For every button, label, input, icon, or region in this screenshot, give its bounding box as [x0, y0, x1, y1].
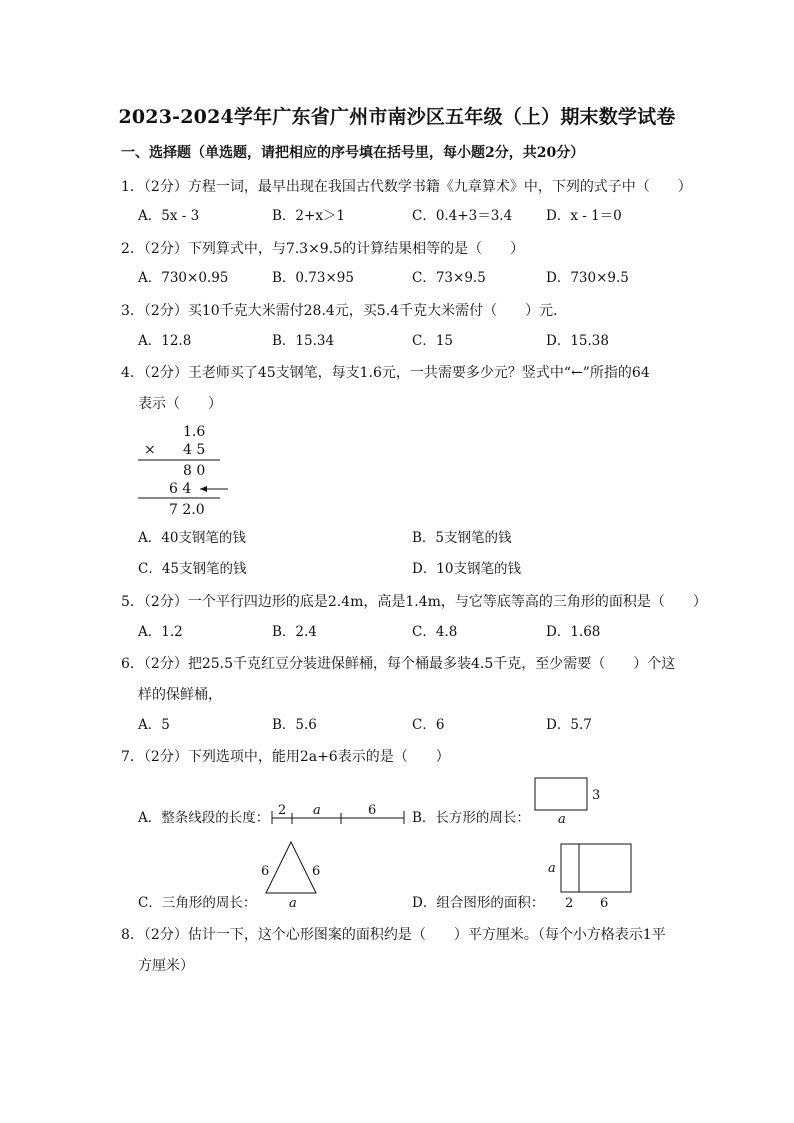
q1-option-d: D．x - 1＝0	[546, 208, 622, 224]
triangle-left-label: 6	[261, 864, 270, 879]
q4-option-a: A．40支钢笔的钱	[138, 530, 246, 546]
q7-segment-figure	[270, 800, 408, 826]
q7-rectangle-figure	[532, 775, 604, 827]
q2-option-d: D．730×9.5	[546, 270, 629, 286]
q5-option-a: A．1.2	[138, 624, 183, 640]
q4-option-b: B．5支钢笔的钱	[412, 530, 512, 546]
question-5-stem: 5．（2分）一个平行四边形的底是2.4m，高是1.4m，与它等底等高的三角形的面积是（ ）	[121, 594, 707, 610]
question-6-stem-cont: 样的保鲜桶，	[138, 687, 222, 703]
section-heading: 一、选择题（单选题，请把相应的序号填在括号里，每小题2分，共20分）	[121, 145, 585, 161]
combined-width-2-label: 6	[600, 896, 609, 911]
question-3-stem: 3．（2分）买10千克大米需付28.4元，买5.4千克大米需付（ ）元．	[121, 303, 568, 319]
q7-option-a: A．整条线段的长度：	[138, 810, 270, 826]
q7-option-b: B．长方形的周长：	[412, 810, 530, 826]
q7-combined-figure	[545, 840, 637, 912]
question-4-stem: 4．（2分）王老师买了45支钢笔，每支1.6元，一共需要多少元？竖式中“←”所指的64	[121, 365, 650, 381]
q6-option-d: D．5.7	[546, 717, 592, 733]
q4-option-c: C．45支钢笔的钱	[138, 561, 247, 577]
calc-row-2: 4 5	[183, 442, 206, 458]
segment-label-1: 2	[278, 803, 287, 818]
q1-option-c: C．0.4+3＝3.4	[412, 208, 513, 224]
q5-option-d: D．1.68	[546, 624, 601, 640]
calc-row-3: 8 0	[183, 463, 206, 479]
q7-triangle-figure	[258, 838, 328, 910]
q7-option-c: C．三角形的周长：	[138, 895, 257, 911]
q3-option-d: D．15.38	[546, 333, 609, 349]
q1-option-b: B．2+x＞1	[272, 208, 346, 224]
question-8-stem: 8．（2分）估计一下，这个心形图案的面积约是（ ）平方厘米。（每个小方格表示1平	[121, 927, 666, 943]
segment-label-2: a	[313, 803, 321, 818]
question-6-stem: 6．（2分）把25.5千克红豆分装进保鲜桶，每个桶最多装4.5千克，至少需要（ ）个这	[121, 656, 676, 672]
page-title: 2023-2024学年广东省广州市南沙区五年级（上）期末数学试卷	[118, 106, 676, 128]
q3-option-a: A．12.8	[138, 333, 192, 349]
question-7-stem: 7．（2分）下列选项中，能用2a+6表示的是（ ）	[121, 749, 450, 765]
question-8-stem-cont: 方厘米）	[138, 958, 194, 974]
combined-width-1-label: 2	[565, 896, 574, 911]
q5-option-c: C．4.8	[412, 624, 458, 640]
q6-option-c: C．6	[412, 717, 445, 733]
q7-option-d: D．组合图形的面积：	[412, 895, 545, 911]
question-4-stem-cont: 表示（ ）	[138, 396, 222, 412]
q6-option-b: B．5.6	[272, 717, 317, 733]
q3-option-b: B．15.34	[272, 333, 335, 349]
q1-option-a: A．5x - 3	[138, 208, 200, 224]
question-2-stem: 2．（2分）下列算式中，与7.3×9.5的计算结果相等的是（ ）	[121, 241, 525, 257]
rect-base-label: a	[558, 812, 566, 827]
left-arrow-icon	[200, 486, 207, 492]
calc-row-4: 6 4	[169, 481, 192, 497]
q2-option-b: B．0.73×95	[272, 270, 354, 286]
triangle-base-label: a	[289, 896, 297, 910]
rect-side-label: 3	[592, 788, 601, 803]
q5-option-b: B．2.4	[272, 624, 317, 640]
calc-times-sign: ×	[144, 442, 156, 458]
question-1-stem: 1．（2分）方程一词，最早出现在我国古代数学书籍《九章算术》中，下列的式子中（ ）	[121, 179, 692, 195]
triangle-right-label: 6	[312, 864, 321, 879]
combined-side-label: a	[548, 861, 556, 876]
calc-row-1: 1.6	[183, 424, 206, 440]
segment-label-3: 6	[368, 803, 377, 818]
q2-option-c: C．73×9.5	[412, 270, 486, 286]
q2-option-a: A．730×0.95	[138, 270, 229, 286]
vertical-multiplication	[136, 420, 236, 520]
calc-row-5: 7 2.0	[169, 502, 205, 518]
q3-option-c: C．15	[412, 333, 454, 349]
q4-option-d: D．10支钢笔的钱	[412, 561, 522, 577]
q6-option-a: A．5	[138, 717, 170, 733]
